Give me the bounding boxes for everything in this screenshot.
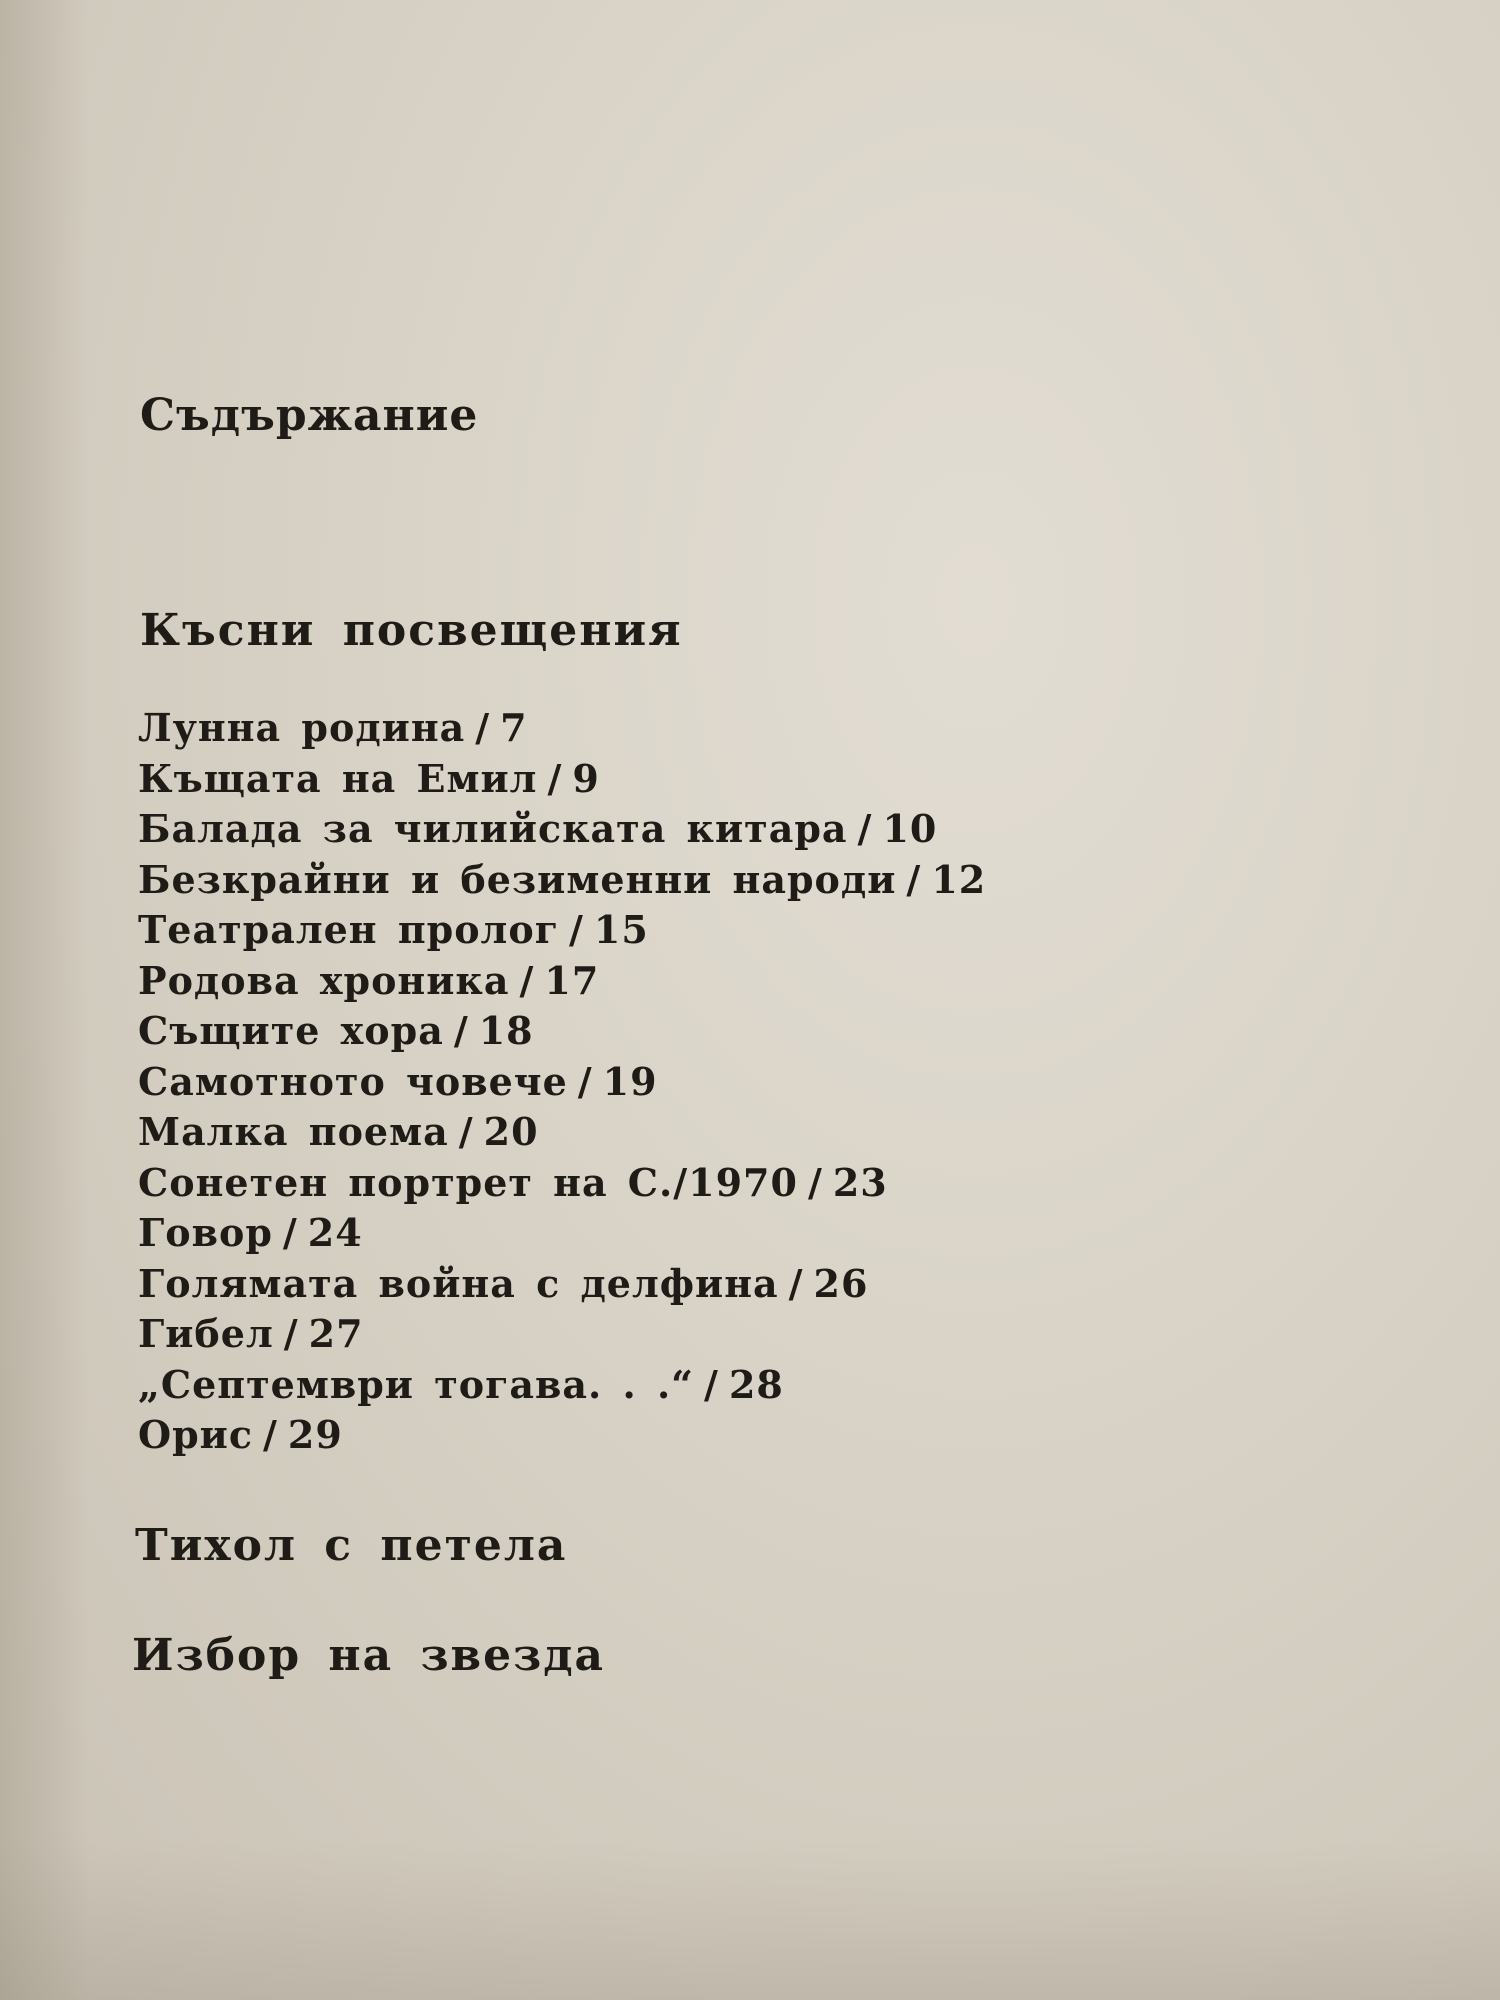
page-separator: / xyxy=(704,1361,719,1407)
entry-title: Родова хроника xyxy=(138,957,510,1003)
entry-title: Говор xyxy=(138,1210,273,1255)
page-separator: / xyxy=(283,1311,299,1356)
section-heading-2: Тихол с петела xyxy=(135,1520,568,1571)
toc-entry xyxy=(138,956,986,1007)
entry-page-number: 7 xyxy=(500,705,528,750)
entry-title: Голямата война с делфина xyxy=(138,1260,779,1306)
entry-page-number: 15 xyxy=(593,907,649,952)
page-separator: / xyxy=(857,806,873,851)
entry-title: Самотното човече xyxy=(138,1058,568,1104)
entry-page-number: 28 xyxy=(728,1361,784,1407)
entry-page-number: 20 xyxy=(483,1109,539,1154)
toc-entry xyxy=(138,1259,986,1310)
entry-title: Същите хора xyxy=(138,1008,444,1053)
entry-title: Орис xyxy=(138,1412,253,1457)
entry-page-number: 26 xyxy=(813,1260,869,1306)
entry-title: Къщата на Емил xyxy=(138,755,538,801)
entry-page-number: 27 xyxy=(308,1311,364,1356)
entry-title: Лунна родина xyxy=(138,705,466,750)
toc-entry xyxy=(138,804,986,855)
entry-page-number: 17 xyxy=(544,957,600,1003)
page-separator: / xyxy=(906,856,922,902)
toc-entry xyxy=(138,1208,986,1259)
toc-entry xyxy=(138,1057,986,1108)
page-separator: / xyxy=(547,755,563,801)
toc-entry xyxy=(138,1410,986,1461)
page-separator: / xyxy=(807,1159,823,1205)
toc-entry xyxy=(138,1360,986,1411)
page-separator: / xyxy=(519,957,535,1003)
entry-title: Сонетен портрет на С./1970 xyxy=(138,1159,798,1205)
page-separator: / xyxy=(475,705,491,750)
entry-page-number: 12 xyxy=(931,856,987,902)
entry-page-number: 23 xyxy=(832,1159,888,1205)
entry-title: „Септември тогава. . .“ xyxy=(138,1361,695,1407)
toc-entry xyxy=(138,754,986,805)
entry-page-number: 29 xyxy=(287,1412,343,1457)
entry-page-number: 24 xyxy=(307,1210,363,1255)
toc-entry xyxy=(138,855,986,906)
toc-entry xyxy=(138,1006,986,1057)
toc-entry xyxy=(138,1107,986,1158)
toc-entry xyxy=(138,905,986,956)
toc-entry xyxy=(138,1158,986,1209)
section-1-entry-list xyxy=(138,703,986,1461)
toc-entry xyxy=(138,703,986,754)
entry-page-number: 19 xyxy=(602,1058,658,1104)
page-separator: / xyxy=(568,907,584,952)
entry-title: Гибел xyxy=(138,1311,274,1356)
page-title: Съдържание xyxy=(140,390,479,441)
entry-title: Безкрайни и безименни народи xyxy=(138,856,897,902)
toc-entry xyxy=(138,1309,986,1360)
entry-page-number: 10 xyxy=(882,806,938,851)
page-separator: / xyxy=(577,1058,593,1104)
section-heading-1: Късни посвещения xyxy=(140,605,683,656)
entry-page-number: 9 xyxy=(572,755,600,801)
section-heading-3: Избор на звезда xyxy=(132,1630,606,1681)
page-separator: / xyxy=(263,1412,278,1457)
page-separator: / xyxy=(282,1210,298,1255)
entry-title: Малка поема xyxy=(138,1109,449,1154)
page-separator: / xyxy=(788,1260,804,1306)
page-separator: / xyxy=(453,1008,469,1053)
entry-title: Балада за чилийската китара xyxy=(138,806,848,851)
page-separator: / xyxy=(458,1109,474,1154)
entry-title: Театрален пролог xyxy=(138,907,559,952)
entry-page-number: 18 xyxy=(478,1008,534,1053)
